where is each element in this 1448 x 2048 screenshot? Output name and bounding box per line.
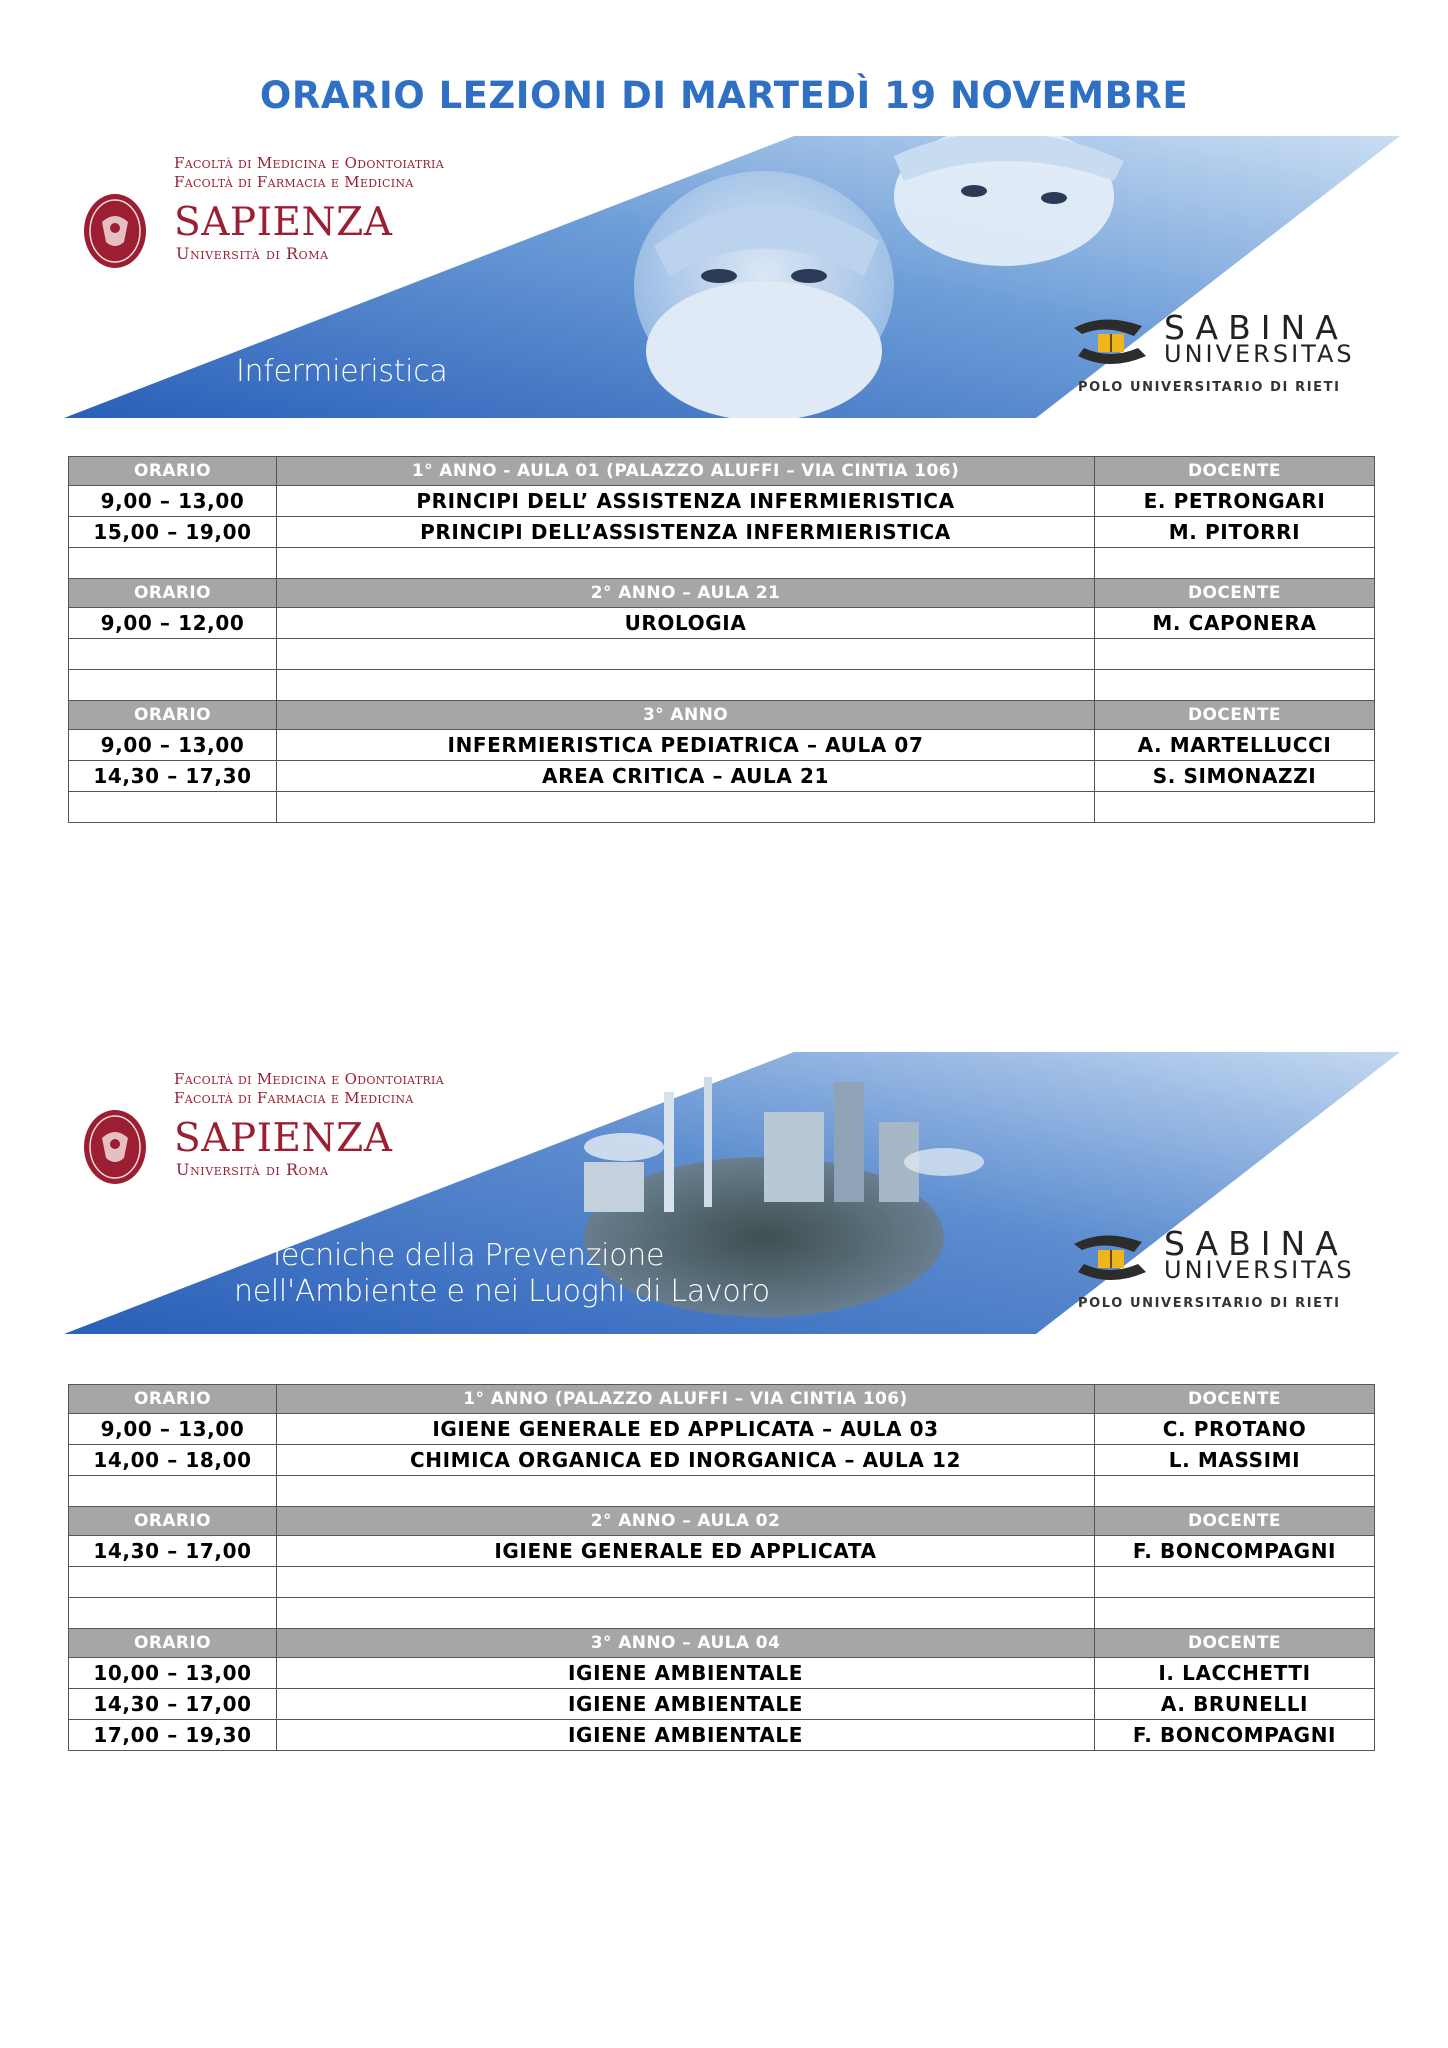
empty-cell: [69, 1567, 277, 1598]
header-cell: DOCENTE: [1095, 1385, 1375, 1414]
empty-cell: [277, 639, 1095, 670]
time-cell: 15,00 – 19,00: [69, 517, 277, 548]
table-row: [69, 761, 1375, 792]
header-cell: ORARIO: [69, 1629, 277, 1658]
empty-cell: [1095, 670, 1375, 701]
empty-cell: [69, 670, 277, 701]
course-cell: INFERMIERISTICA PEDIATRICA – AULA 07: [277, 730, 1095, 761]
table-row: [69, 1445, 1375, 1476]
time-cell: 14,30 – 17,00: [69, 1689, 277, 1720]
time-cell: 9,00 – 12,00: [69, 608, 277, 639]
empty-cell: [1095, 639, 1375, 670]
faculty-line-2: Facoltà di Farmacia e Medicina: [174, 173, 414, 191]
empty-cell: [277, 792, 1095, 823]
empty-cell: [1095, 548, 1375, 579]
university-name: SAPIENZA: [174, 1116, 393, 1161]
course-cell: IGIENE AMBIENTALE: [277, 1720, 1095, 1751]
course-cell: IGIENE GENERALE ED APPLICATA: [277, 1536, 1095, 1567]
empty-cell: [1095, 1476, 1375, 1507]
empty-cell: [69, 639, 277, 670]
sapienza-seal-icon: [82, 1108, 148, 1186]
empty-cell: [277, 1598, 1095, 1629]
course-cell: IGIENE GENERALE ED APPLICATA – AULA 03: [277, 1414, 1095, 1445]
teacher-cell: S. SIMONAZZI: [1095, 761, 1375, 792]
teacher-cell: I. LACCHETTI: [1095, 1658, 1375, 1689]
partner-sub: UNIVERSITAS: [1164, 1256, 1355, 1284]
partner-name: SABINA: [1164, 308, 1348, 347]
course-cell: CHIMICA ORGANICA ED INORGANICA – AULA 12: [277, 1445, 1095, 1476]
banner-infermieristica: [64, 136, 1400, 418]
time-cell: 14,00 – 18,00: [69, 1445, 277, 1476]
course-cell: UROLOGIA: [277, 608, 1095, 639]
header-cell: 2° ANNO – AULA 21: [277, 579, 1095, 608]
time-cell: 14,30 – 17,00: [69, 1536, 277, 1567]
table-row: [69, 1414, 1375, 1445]
empty-cell: [1095, 1567, 1375, 1598]
empty-cell: [69, 548, 277, 579]
page-title: ORARIO LEZIONI DI MARTEDÌ 19 NOVEMBRE: [259, 74, 1189, 117]
table-header-row: [69, 1385, 1375, 1414]
header-cell: DOCENTE: [1095, 457, 1375, 486]
header-cell: ORARIO: [69, 701, 277, 730]
sabina-book-icon: [1064, 1226, 1156, 1290]
faculty-line-2: Facoltà di Farmacia e Medicina: [174, 1089, 414, 1107]
table-row-empty: [69, 639, 1375, 670]
table-row: [69, 1720, 1375, 1751]
teacher-cell: A. BRUNELLI: [1095, 1689, 1375, 1720]
table-header-row: [69, 701, 1375, 730]
university-sub: Università di Roma: [176, 1160, 329, 1179]
course-cell: PRINCIPI DELL’ASSISTENZA INFERMIERISTICA: [277, 517, 1095, 548]
table-row-empty: [69, 1567, 1375, 1598]
partner-tagline: POLO UNIVERSITARIO DI RIETI: [1078, 380, 1341, 395]
banner-prevenzione: [64, 1052, 1400, 1334]
table-header-row: [69, 1507, 1375, 1536]
university-name: SAPIENZA: [174, 200, 393, 245]
course-name: [236, 354, 447, 390]
table-header-row: [69, 579, 1375, 608]
sabina-universitas-logo: [1064, 1224, 1404, 1324]
header-cell: ORARIO: [69, 579, 277, 608]
sabina-book-icon: [1064, 310, 1156, 374]
teacher-cell: M. CAPONERA: [1095, 608, 1375, 639]
header-cell: DOCENTE: [1095, 1629, 1375, 1658]
table-row-empty: [69, 670, 1375, 701]
course-cell: PRINCIPI DELL’ ASSISTENZA INFERMIERISTICA: [277, 486, 1095, 517]
university-sub: Università di Roma: [176, 244, 329, 263]
course-line-2: nell'Ambiente e nei Luoghi di Lavoro: [234, 1274, 770, 1309]
faculty-line-1: Facoltà di Medicina e Odontoiatria: [174, 154, 444, 172]
table-row-empty: [69, 1476, 1375, 1507]
header-cell: DOCENTE: [1095, 1507, 1375, 1536]
empty-cell: [277, 1476, 1095, 1507]
header-cell: 2° ANNO – AULA 02: [277, 1507, 1095, 1536]
time-cell: 9,00 – 13,00: [69, 730, 277, 761]
table-row: [69, 730, 1375, 761]
empty-cell: [277, 670, 1095, 701]
empty-cell: [1095, 1598, 1375, 1629]
table-row: [69, 1536, 1375, 1567]
time-cell: 14,30 – 17,30: [69, 761, 277, 792]
table-row-empty: [69, 1598, 1375, 1629]
teacher-cell: L. MASSIMI: [1095, 1445, 1375, 1476]
course-line-1: Infermieristica: [236, 354, 448, 389]
time-cell: 9,00 – 13,00: [69, 1414, 277, 1445]
time-cell: 17,00 – 19,30: [69, 1720, 277, 1751]
empty-cell: [277, 1567, 1095, 1598]
table-row: [69, 1658, 1375, 1689]
header-cell: 3° ANNO – AULA 04: [277, 1629, 1095, 1658]
header-cell: DOCENTE: [1095, 701, 1375, 730]
schedule-table-prevenzione: [68, 1384, 1375, 1751]
table-row: [69, 1689, 1375, 1720]
course-cell: AREA CRITICA – AULA 21: [277, 761, 1095, 792]
table-row: [69, 517, 1375, 548]
partner-sub: UNIVERSITAS: [1164, 340, 1355, 368]
teacher-cell: E. PETRONGARI: [1095, 486, 1375, 517]
header-cell: ORARIO: [69, 1507, 277, 1536]
table-row: [69, 608, 1375, 639]
course-cell: IGIENE AMBIENTALE: [277, 1689, 1095, 1720]
schedule-table-infermieristica: [68, 456, 1375, 823]
teacher-cell: M. PITORRI: [1095, 517, 1375, 548]
teacher-cell: F. BONCOMPAGNI: [1095, 1536, 1375, 1567]
table-row-empty: [69, 548, 1375, 579]
empty-cell: [69, 1598, 277, 1629]
empty-cell: [1095, 792, 1375, 823]
sapienza-seal-icon: [82, 192, 148, 270]
header-cell: 1° ANNO - AULA 01 (PALAZZO ALUFFI – VIA CINTIA 106): [277, 457, 1095, 486]
faculty-line-1: Facoltà di Medicina e Odontoiatria: [174, 1070, 444, 1088]
empty-cell: [69, 1476, 277, 1507]
teacher-cell: F. BONCOMPAGNI: [1095, 1720, 1375, 1751]
time-cell: 10,00 – 13,00: [69, 1658, 277, 1689]
header-cell: ORARIO: [69, 1385, 277, 1414]
header-cell: 1° ANNO (PALAZZO ALUFFI – VIA CINTIA 106): [277, 1385, 1095, 1414]
table-header-row: [69, 1629, 1375, 1658]
header-cell: 3° ANNO: [277, 701, 1095, 730]
partner-name: SABINA: [1164, 1224, 1348, 1263]
header-cell: DOCENTE: [1095, 579, 1375, 608]
course-cell: IGIENE AMBIENTALE: [277, 1658, 1095, 1689]
course-line-1: Tecniche della Prevenzione: [268, 1238, 665, 1273]
table-row: [69, 486, 1375, 517]
empty-cell: [277, 548, 1095, 579]
teacher-cell: C. PROTANO: [1095, 1414, 1375, 1445]
header-cell: ORARIO: [69, 457, 277, 486]
empty-cell: [69, 792, 277, 823]
table-row-empty: [69, 792, 1375, 823]
course-name: [234, 1238, 770, 1310]
table-header-row: [69, 457, 1375, 486]
time-cell: 9,00 – 13,00: [69, 486, 277, 517]
sabina-universitas-logo: [1064, 308, 1404, 408]
partner-tagline: POLO UNIVERSITARIO DI RIETI: [1078, 1296, 1341, 1311]
teacher-cell: A. MARTELLUCCI: [1095, 730, 1375, 761]
